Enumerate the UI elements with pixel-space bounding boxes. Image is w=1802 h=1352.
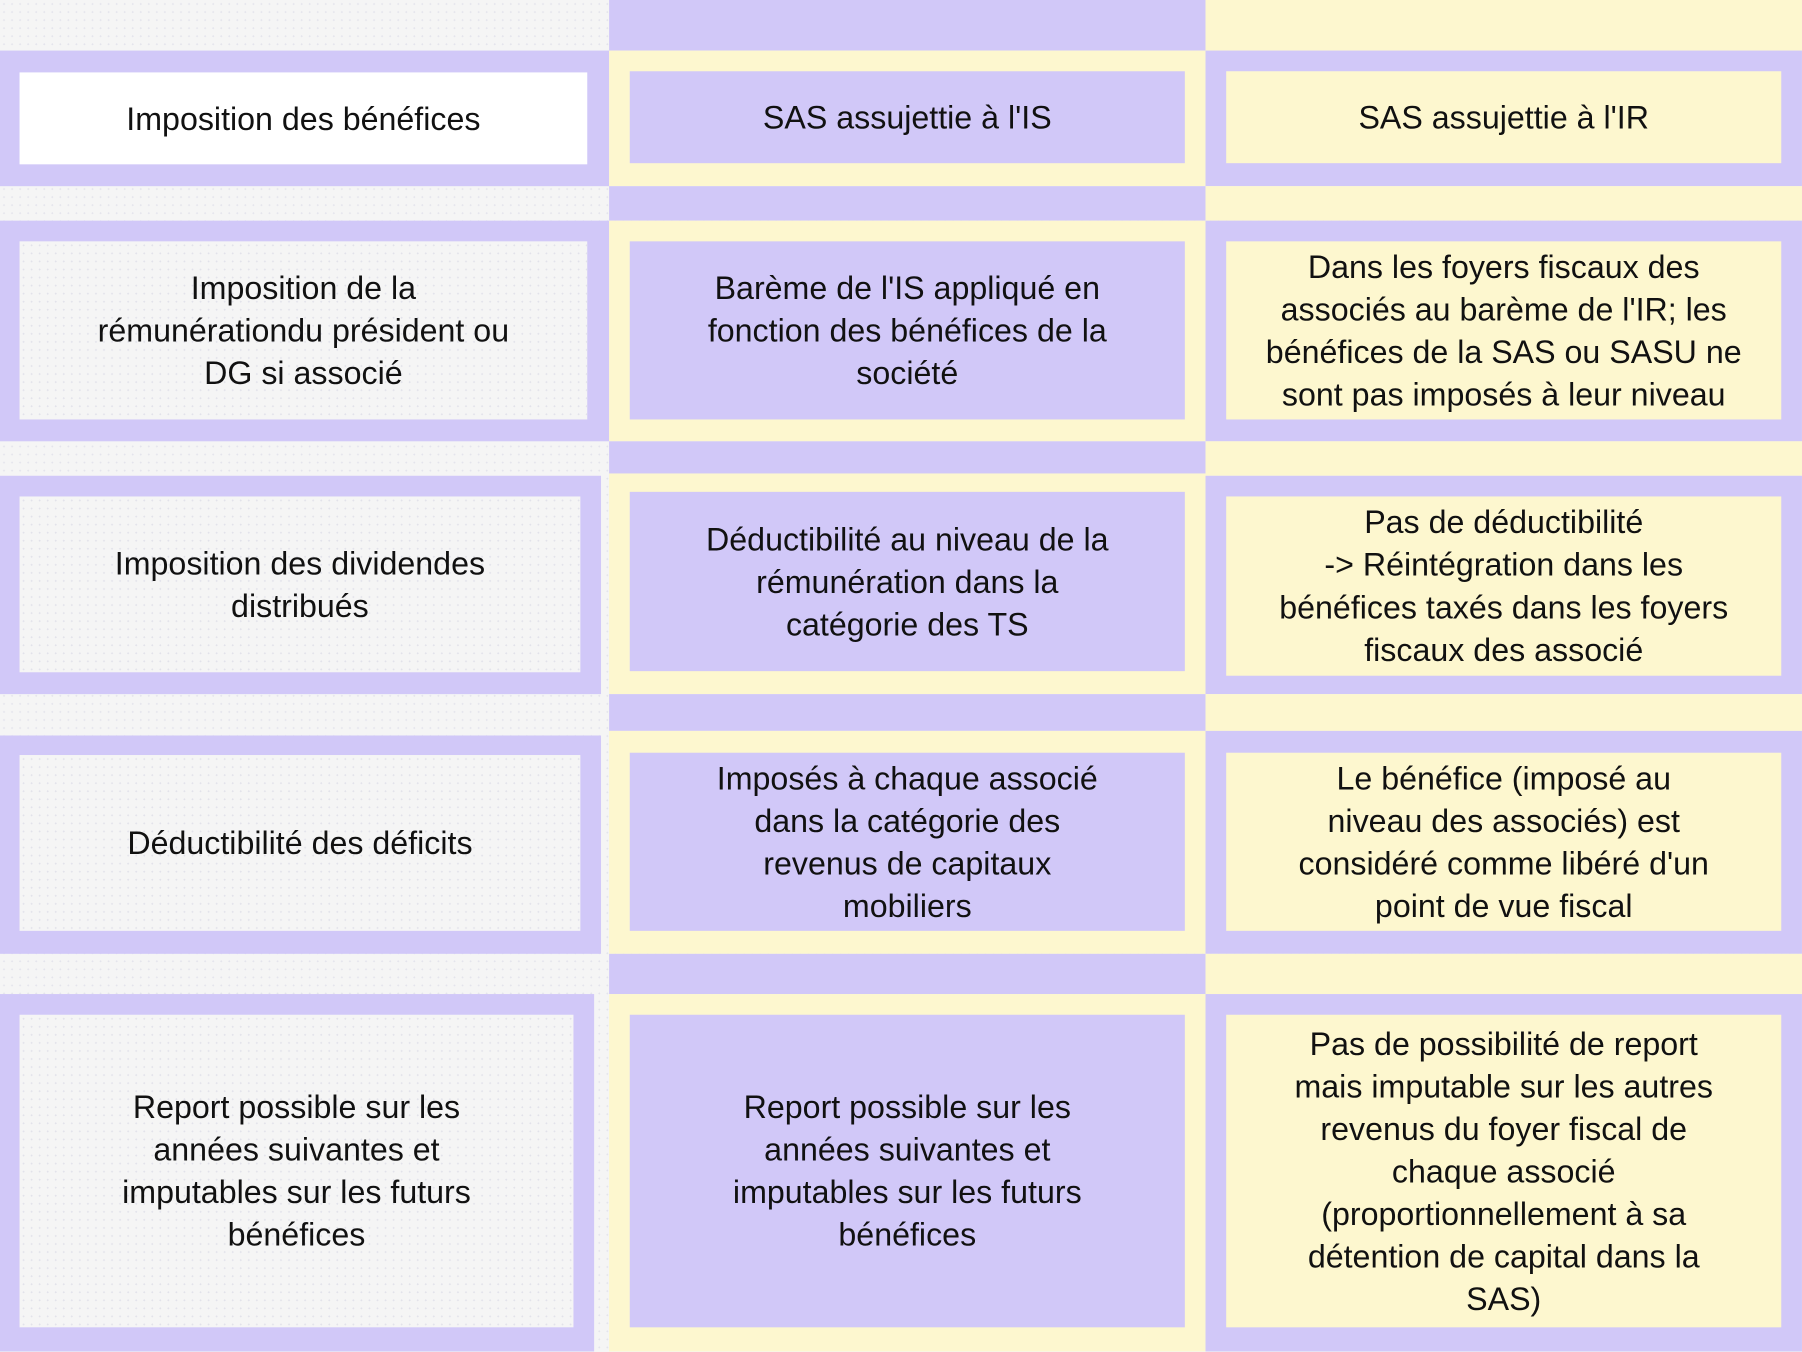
row-ir-cell: Pas de possibilité de report mais imputable sur les autres revenus du foyer fiscal de chaque associé (proportionnellement à sa détention de capital dans la SAS) xyxy=(1226,1015,1781,1328)
row-is-cell: Imposés à chaque associé dans la catégorie des revenus de capitaux mobiliers xyxy=(630,753,1185,931)
row-label: Report possible sur les années suivantes et imputables sur les futurs bénéfices xyxy=(20,1015,574,1328)
row-ir-cell: Pas de déductibilité -> Réintégration dans les bénéfices taxés dans les foyers fiscaux des associé xyxy=(1226,496,1781,675)
row-ir-cell: Dans les foyers fiscaux des associés au barème de l'IR; les bénéfices de la SAS ou SASU ne sont pas imposés à leur niveau xyxy=(1226,241,1781,419)
gap xyxy=(1206,694,1802,731)
row-is-cell: Déductibilité au niveau de la rémunération dans la catégorie des TS xyxy=(630,492,1185,671)
gap xyxy=(1206,954,1802,994)
row-label: Déductibilité des déficits xyxy=(20,755,581,931)
row-label: Imposition de la rémunérationdu président ou DG si associé xyxy=(20,241,588,419)
header-cell-criteria: Imposition des bénéfices xyxy=(20,72,588,164)
gap xyxy=(1206,441,1802,475)
gap xyxy=(1206,186,1802,220)
gap xyxy=(609,694,1205,731)
strip xyxy=(1206,0,1802,51)
row-label: Imposition des dividendes distribués xyxy=(20,496,581,672)
gap xyxy=(609,441,1205,473)
header-cell-is: SAS assujettie à l'IS xyxy=(630,71,1185,163)
row-is-cell: Barème de l'IS appliqué en fonction des bénéfices de la société xyxy=(630,241,1185,419)
header-cell-ir: SAS assujettie à l'IR xyxy=(1226,71,1781,163)
strip xyxy=(609,0,1205,51)
row-is-cell: Report possible sur les années suivantes et imputables sur les futurs bénéfices xyxy=(630,1015,1185,1328)
row-ir-cell: Le bénéfice (imposé au niveau des associés) est considéré comme libéré d'un point de vue fiscal xyxy=(1226,753,1781,931)
gap xyxy=(609,186,1205,220)
gap xyxy=(609,954,1205,994)
